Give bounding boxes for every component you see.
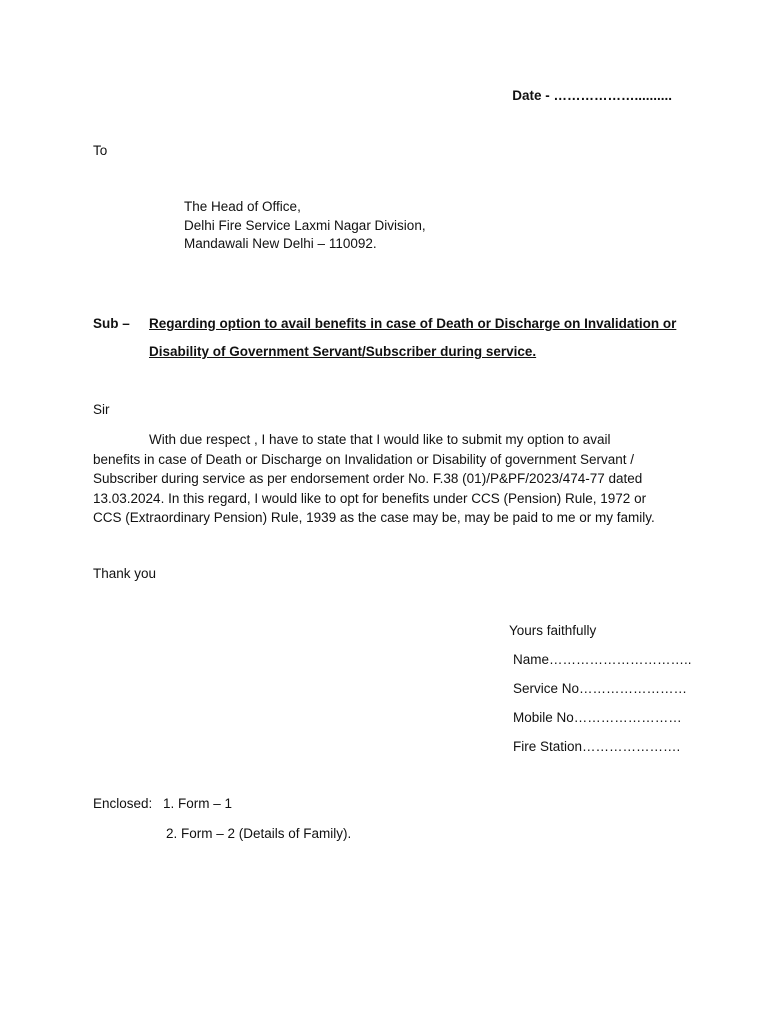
addressee-line-3: Mandawali New Delhi – 110092. bbox=[184, 236, 377, 251]
date-line: Date - ……………….......... bbox=[512, 88, 672, 103]
thank-you: Thank you bbox=[93, 566, 157, 581]
body-line-1: With due respect , I have to state that I would like to submit my option to avail bbox=[149, 432, 611, 447]
salutation: Sir bbox=[93, 402, 110, 417]
subject-line-1: Regarding option to avail benefits in case of Death or Discharge on Invalidation or bbox=[149, 316, 677, 331]
subject-line-2: Disability of Government Servant/Subscriber during service. bbox=[149, 344, 537, 359]
name-field: Name………………………….. bbox=[513, 652, 692, 667]
signoff: Yours faithfully bbox=[509, 623, 597, 638]
body-line-5: CCS (Extraordinary Pension) Rule, 1939 as the case may be, may be paid to me or my family. bbox=[93, 510, 655, 525]
addressee-block bbox=[184, 198, 426, 254]
addressee-line-2: Delhi Fire Service Laxmi Nagar Division, bbox=[184, 217, 426, 233]
signature-block bbox=[513, 652, 692, 768]
addressee-line-1: The Head of Office, bbox=[184, 199, 301, 214]
enclosure-item-2: 2. Form – 2 (Details of Family). bbox=[166, 826, 352, 841]
body-line-2: benefits in case of Death or Discharge on Invalidation or Disability of government Servant / bbox=[93, 451, 635, 467]
subject-label: Sub – bbox=[93, 316, 130, 331]
to-label: To bbox=[93, 143, 108, 158]
enclosure-item-1: 1. Form – 1 bbox=[163, 796, 233, 811]
fire-station-field: Fire Station…………………. bbox=[513, 739, 681, 754]
body-line-4: 13.03.2024. In this regard, I would like to opt for benefits under CCS (Pension) Rule, 1972 or bbox=[93, 490, 647, 506]
body-line-3: Subscriber during service as per endorsement order No. F.38 (01)/P&PF/2023/474-77 dated bbox=[93, 471, 643, 486]
mobile-no-field: Mobile No…………………… bbox=[513, 710, 682, 725]
body-paragraph bbox=[93, 430, 683, 528]
enclosed-label: Enclosed: bbox=[93, 796, 153, 811]
service-no-field: Service No…………………… bbox=[513, 681, 688, 696]
